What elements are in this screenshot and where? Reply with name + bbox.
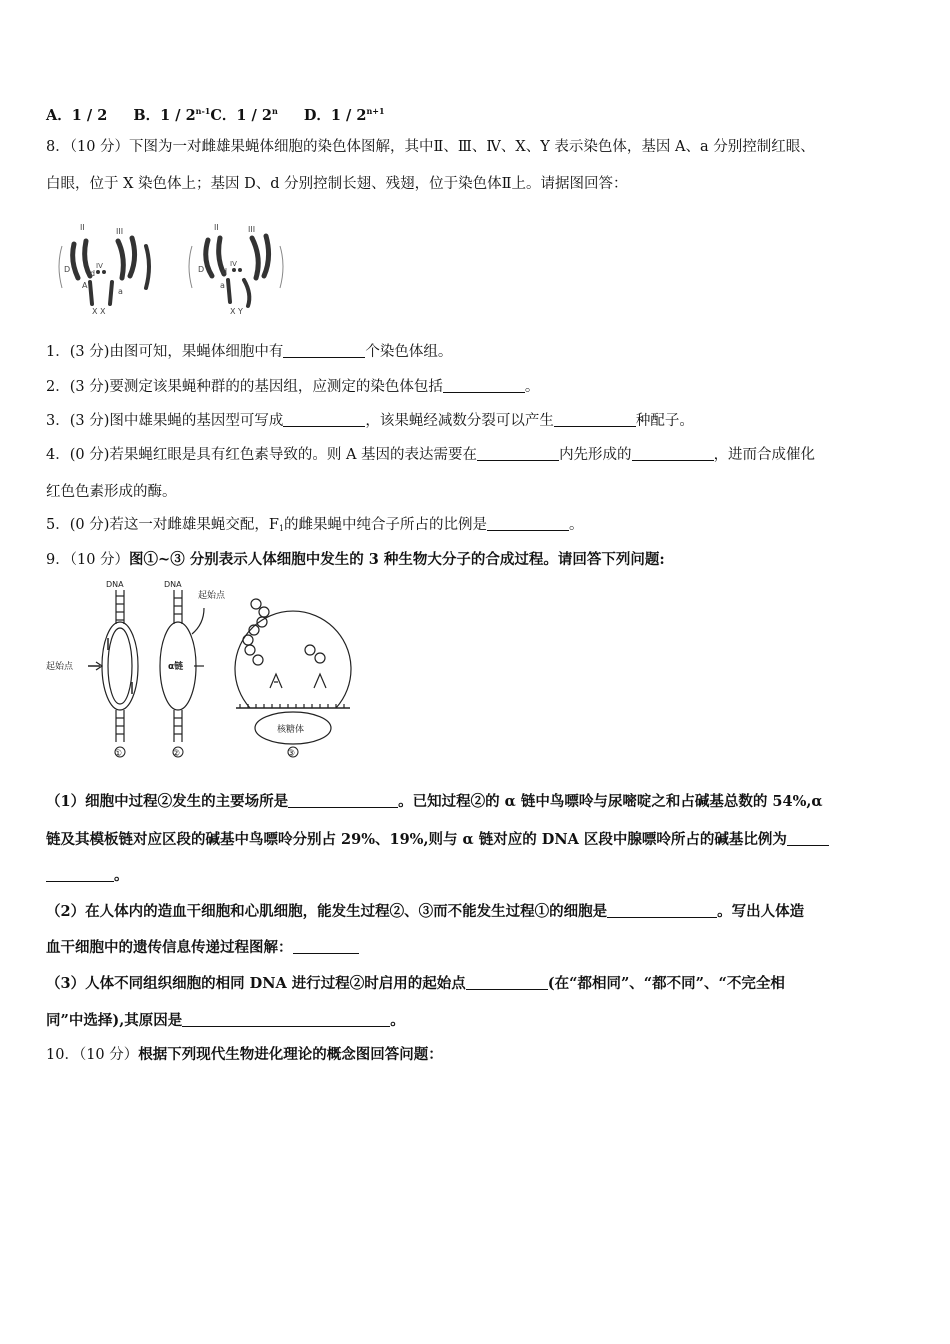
label-IV-female: IV [96,262,103,270]
label-num-1: ① [114,749,123,759]
option-a: A．1 / 2 [46,107,108,124]
option-b: B．1 / 2$^{n-1}$ [133,106,211,124]
label-origin-top: 起始点 [198,591,226,601]
blank-9-3b[interactable] [182,1012,390,1027]
q9-part3-line2: 同”中选择),其原因是 。 [46,1012,405,1029]
q9-part2-line2: 血干细胞中的遗传信息传递过程图解： [46,938,359,958]
label-num-3: ③ [287,749,296,759]
label-dna-1: DNA [106,580,124,589]
label-d-female: d [90,269,96,278]
blank-8-2[interactable] [443,378,525,393]
label-origin-left: 起始点 [46,662,74,672]
q9-part1-line1: （1）细胞中过程②发生的主要场所是 。已知过程②的 α 链中鸟嘌呤与尿嘧啶之和占碱基总数的 54%,α [46,793,823,810]
chromosome-figure [52,216,312,320]
q8-stem-line1: 8．（10 分）下图为一对雌雄果蝇体细胞的染色体图解，其中Ⅱ、Ⅲ、Ⅳ、X、Y 表示染色体，基因 A、a 分别控制红眼、 [46,139,815,155]
blank-9-2a[interactable] [607,903,717,918]
q8-score: （10 分） [69,139,130,155]
blank-8-3b[interactable] [554,412,636,427]
label-II-male: II [214,223,219,232]
q9-part2-line1: （2）在人体内的造血干细胞和心肌细胞，能发生过程②、③而不能发生过程①的细胞是 。写出人体造 [46,903,805,920]
q9-part1-line3: 。 [46,866,129,886]
q9-part3-line1: （3）人体不同组织细胞的相同 DNA 进行过程②时启用的起始点 (在“都相同”、“都不同”、“不完全相 [46,975,785,992]
label-alpha-chain: α链 [168,662,184,672]
female-chromosomes [59,238,149,304]
q10-stem: 10．（10 分）根据下列现代生物进化理论的概念图回答问题： [46,1046,443,1063]
q8-sub5: 5．(0 分)若这一对雌雄果蝇交配，$F_1$的雌果蝇中纯合子所占的比例是 。 [46,517,584,533]
label-dna-2: DNA [164,580,182,589]
q9-number: 9． [46,552,70,568]
label-A: A [82,281,88,290]
q10-score: （10 分） [78,1047,139,1063]
blank-8-5[interactable] [487,516,569,531]
label-D: D [64,265,71,274]
q8-sub2: 2．(3 分)要测定该果蝇种群的的基因组，应测定的染色体包括 。 [46,379,540,395]
synthesis-process-figure [44,578,364,760]
label-a-female: a [118,287,123,296]
blank-9-2b[interactable] [293,939,359,954]
q9-score: （10 分） [69,552,130,568]
q9-stem: 9．（10 分）图①~③ 分别表示人体细胞中发生的 3 种生物大分子的合成过程。请回答下列问题: [46,551,665,568]
panel-translation [235,599,351,744]
label-d-male: d [222,267,228,276]
blank-8-4b[interactable] [632,446,714,461]
label-II-female: II [80,223,85,232]
blank-8-4a[interactable] [477,446,559,461]
q8-number: 8． [46,139,70,155]
q8-sub1: 1．(3 分)由图可知，果蝇体细胞中有 个染色体组。 [46,344,453,360]
q9-part1-line2: 链及其模板链对应区段的碱基中鸟嘌呤分别占 29%、19%,则与 α 链对应的 DNA 区段中腺嘌呤所占的碱基比例为 [46,830,829,850]
blank-9-1a[interactable] [288,793,398,808]
q8-sub4-line2: 红色色素形成的酶。 [46,484,177,500]
q8-sub3: 3．(3 分)图中雄果蝇的基因型可写成 ，该果蝇经减数分裂可以产生 种配子。 [46,413,694,429]
option-c: C．1 / 2$^n$ [210,106,278,124]
blank-9-1b[interactable] [787,831,829,846]
q8-sub4: 4．(0 分)若果蝇红眼是具有红色素导致的。则 A 基因的表达需要在 内先形成的 ，进而合成催化 [46,447,816,463]
blank-8-3a[interactable] [283,412,365,427]
male-sex-label: X Y [230,307,243,316]
label-a-male: a [220,281,225,290]
label-III-male: III [248,225,256,234]
blank-9-3a[interactable] [466,975,548,990]
blank-8-1[interactable] [283,343,365,358]
answer-options [46,101,411,126]
q10-number: 10． [46,1047,79,1063]
label-num-2: ② [172,749,181,759]
label-III-female: III [116,227,124,236]
panel-replication [88,590,138,742]
q8-stem-line2: 白眼，位于 X 染色体上；基因 D、d 分别控制长翅、残翅，位于染色体Ⅱ上。请据图回答： [46,176,628,192]
option-d: D．$1 / 2^{n+1}$ [303,106,385,124]
blank-9-1b-cont[interactable] [46,867,114,882]
label-D-male: D [198,265,205,274]
label-IV-male: IV [230,260,237,268]
female-sex-label: X X [92,307,106,316]
label-ribosome: 核糖体 [277,725,305,735]
